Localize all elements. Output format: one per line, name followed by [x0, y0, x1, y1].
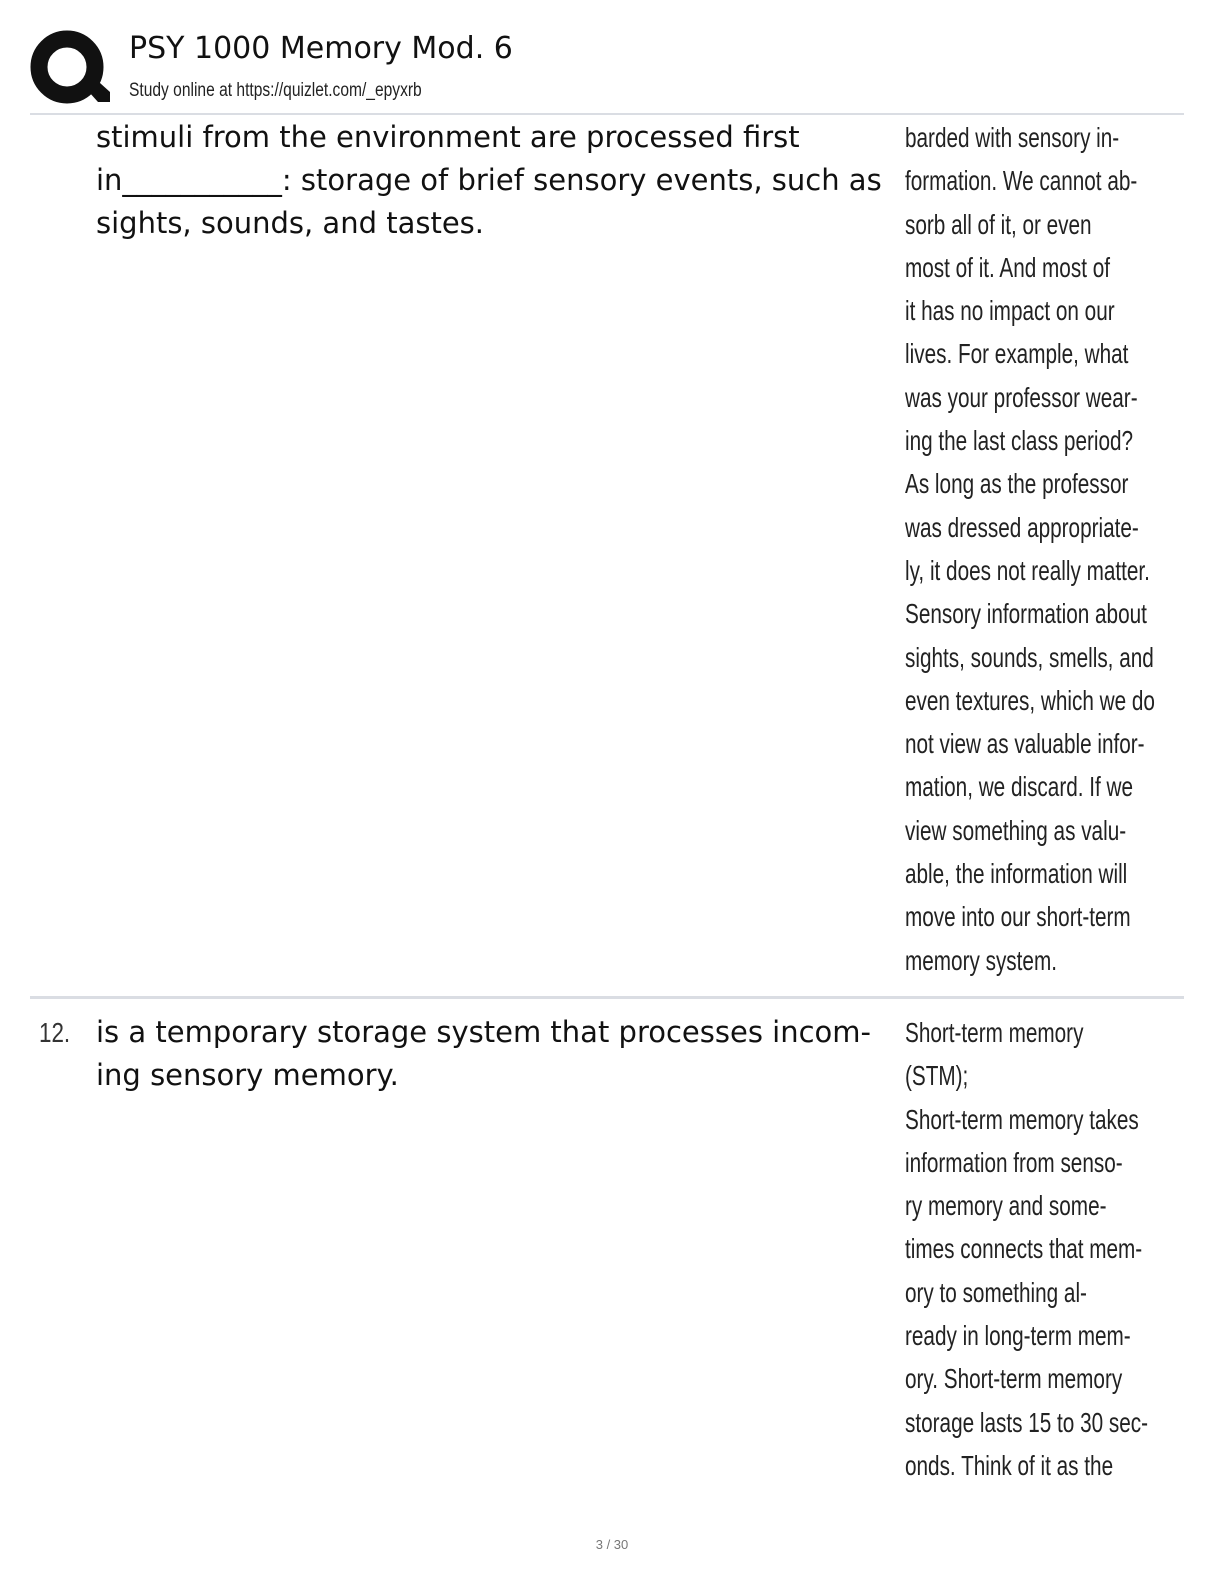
answer-line: information from senso- [905, 1146, 1123, 1178]
study-link[interactable]: Study online at https://quizlet.com/_epyxrb [129, 80, 422, 101]
answer-line: sights, sounds, smells, and [905, 641, 1154, 673]
answer-line: was dressed appropriate- [905, 511, 1139, 543]
answer-line: onds. Think of it as the [905, 1449, 1114, 1481]
card-answer [905, 116, 1224, 982]
answer-line: Sensory information about [905, 598, 1147, 630]
answer-line: ly, it does not really matter. [905, 554, 1150, 586]
answer-line: was your professor wear- [905, 381, 1138, 413]
answer-line: Short-term memory takes [905, 1103, 1139, 1135]
answer-line: view something as valu- [905, 814, 1127, 846]
question-line: stimuli from the environment are processed first [96, 120, 800, 154]
answer-line: lives. For example, what [905, 338, 1129, 370]
answer-line: (STM); [905, 1060, 969, 1092]
answer-line: able, the information will [905, 858, 1128, 890]
page-title: PSY 1000 Memory Mod. 6 [129, 31, 513, 66]
card-divider [30, 996, 1184, 999]
answer-line: memory system. [905, 944, 1057, 976]
answer-line: As long as the professor [905, 468, 1129, 500]
answer-line: times connects that mem- [905, 1233, 1143, 1265]
answer-line: ory to something al- [905, 1276, 1087, 1308]
card-question [96, 116, 882, 245]
answer-line: most of it. And most of [905, 251, 1110, 283]
card-question [96, 1011, 871, 1097]
answer-line: Short-term memory [905, 1017, 1084, 1048]
answer-line: ing the last class period? [905, 425, 1134, 457]
page-number: 3 / 30 [595, 1537, 629, 1552]
card-answer [905, 1011, 1224, 1487]
question-line: sights, sounds, and tastes. [96, 206, 485, 240]
answer-line: even textures, which we do [905, 684, 1155, 716]
question-line: ing sensory memory. [96, 1058, 399, 1092]
answer-line: move into our short-term [905, 901, 1131, 933]
answer-line: ry memory and some- [905, 1190, 1107, 1222]
answer-line: mation, we discard. If we [905, 771, 1134, 803]
answer-line: storage lasts 15 to 30 sec- [905, 1406, 1149, 1438]
answer-line: barded with sensory in- [905, 122, 1120, 153]
answer-line: ready in long-term mem- [905, 1320, 1131, 1352]
question-line: in___________: storage of brief sensory events, such as [96, 163, 882, 197]
answer-line: it has no impact on our [905, 295, 1115, 327]
quizlet-logo-icon [30, 30, 110, 110]
card-number: 12. [39, 1017, 71, 1048]
answer-line: ory. Short-term memory [905, 1363, 1123, 1395]
header-divider [30, 113, 1184, 115]
answer-line: formation. We cannot ab- [905, 165, 1138, 197]
answer-line: not view as valuable infor- [905, 728, 1145, 760]
answer-line: sorb all of it, or even [905, 208, 1092, 240]
question-line: is a temporary storage system that processes incom- [96, 1015, 871, 1049]
